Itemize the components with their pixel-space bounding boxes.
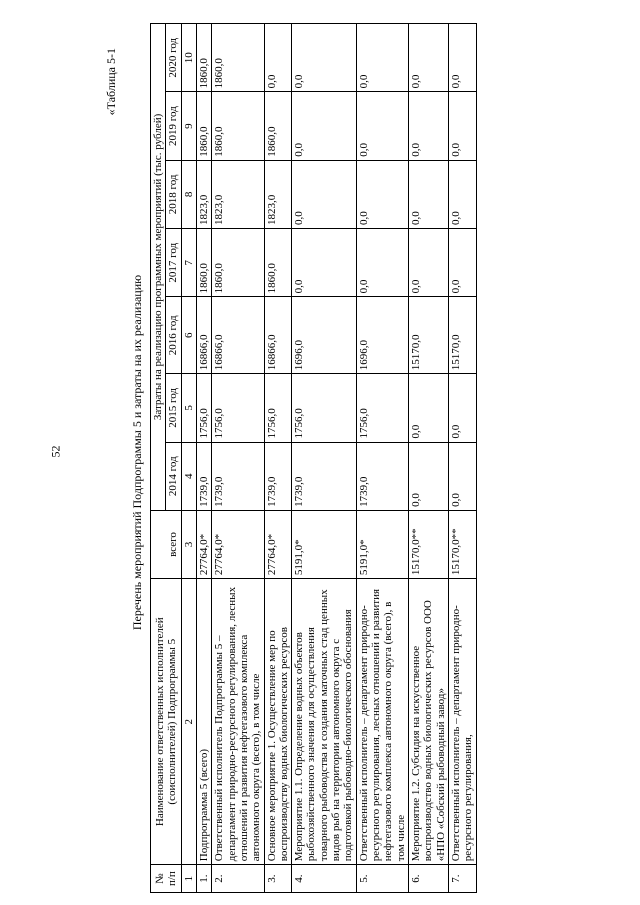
row-value: 1696,0 xyxy=(356,297,408,374)
table-row xyxy=(292,24,357,893)
row-value: 16866,0 xyxy=(196,297,211,374)
header-total: всего xyxy=(151,510,182,578)
row-value: 0,0 xyxy=(408,24,448,92)
row-value: 1860,0 xyxy=(264,92,292,160)
row-total: 15170,0** xyxy=(448,510,476,578)
column-number: 9 xyxy=(181,92,196,160)
row-value: 0,0 xyxy=(408,374,448,442)
row-value: 1860,0 xyxy=(212,229,264,297)
row-value: 1739,0 xyxy=(196,442,211,510)
row-total: 5191,0* xyxy=(356,510,408,578)
row-value: 1860,0 xyxy=(264,229,292,297)
row-number: 2. xyxy=(212,865,264,893)
row-value: 0,0 xyxy=(408,442,448,510)
row-name: Ответственный исполнитель – департамент природно-ресурсного регулирования, лесных отношений и развития нефтегазового комплекса автономного округа (всего), в том числе xyxy=(356,579,408,865)
header-row-top xyxy=(151,24,166,893)
table-row xyxy=(264,24,292,893)
row-value: 0,0 xyxy=(448,92,476,160)
row-value: 1860,0 xyxy=(196,229,211,297)
row-value: 15170,0 xyxy=(448,297,476,374)
column-number: 6 xyxy=(181,297,196,374)
row-name: Ответственный исполнитель – департамент природно-ресурсного регулирования, xyxy=(448,579,476,865)
row-value: 1696,0 xyxy=(292,297,357,374)
row-value: 1739,0 xyxy=(292,442,357,510)
column-number: 8 xyxy=(181,160,196,228)
row-number: 1. xyxy=(196,865,211,893)
row-total: 15170,0** xyxy=(408,510,448,578)
row-number: 4. xyxy=(292,865,357,893)
table-label: «Таблица 5-1 xyxy=(104,48,118,116)
row-value: 1823,0 xyxy=(196,160,211,228)
header-row-numbers xyxy=(181,24,196,893)
row-name: Мероприятие 1.2. Субсидия на искусственное воспроизводство водных биологических ресурсов ООО «НПО «Собский рыбоводный завод» xyxy=(408,579,448,865)
row-value: 16866,0 xyxy=(212,297,264,374)
row-value: 15170,0 xyxy=(408,297,448,374)
header-year: 2020 год xyxy=(166,24,181,92)
row-name: Ответственный исполнитель Подпрограммы 5 – департамент природно-ресурсного регулирования, лесных отношений и развития нефтегазового комплекса автономного округа (всего), в том числе xyxy=(212,579,264,865)
row-number: 3. xyxy=(264,865,292,893)
row-value: 0,0 xyxy=(292,24,357,92)
row-name: Мероприятие 1.1. Определение водных объектов рыбохозяйственного значения для осуществления товарного рыбоводства и создания маточных стад ценных видов рыб на территории автономного округа с подготовкой рыбоводно-биологического обоснования xyxy=(292,579,357,865)
row-value: 0,0 xyxy=(292,92,357,160)
row-value: 1756,0 xyxy=(212,374,264,442)
column-number: 1 xyxy=(181,865,196,893)
row-number: 5. xyxy=(356,865,408,893)
table-row xyxy=(212,24,264,893)
row-value: 1739,0 xyxy=(356,442,408,510)
row-value: 1739,0 xyxy=(212,442,264,510)
table-row xyxy=(448,24,476,893)
header-year: 2015 год xyxy=(166,374,181,442)
row-number: 6. xyxy=(408,865,448,893)
page-number: 52 xyxy=(48,445,63,458)
row-total: 27764,0* xyxy=(196,510,211,578)
row-number: 7. xyxy=(448,865,476,893)
row-value: 0,0 xyxy=(408,160,448,228)
row-value: 0,0 xyxy=(356,160,408,228)
row-value: 1860,0 xyxy=(196,24,211,92)
row-total: 5191,0* xyxy=(292,510,357,578)
table-row xyxy=(196,24,211,893)
row-value: 1756,0 xyxy=(264,374,292,442)
row-value: 0,0 xyxy=(264,24,292,92)
header-no: № п/п xyxy=(151,865,182,893)
row-value: 0,0 xyxy=(448,160,476,228)
row-total: 27764,0* xyxy=(264,510,292,578)
table-row xyxy=(408,24,448,893)
row-value: 1860,0 xyxy=(196,92,211,160)
row-value: 0,0 xyxy=(408,229,448,297)
row-value: 1823,0 xyxy=(264,160,292,228)
row-value: 0,0 xyxy=(448,374,476,442)
row-value: 0,0 xyxy=(356,24,408,92)
header-year: 2017 год xyxy=(166,229,181,297)
row-value: 1860,0 xyxy=(212,92,264,160)
column-number: 4 xyxy=(181,442,196,510)
column-number: 7 xyxy=(181,229,196,297)
row-value: 16866,0 xyxy=(264,297,292,374)
table-row xyxy=(356,24,408,893)
row-value: 0,0 xyxy=(292,160,357,228)
column-number: 2 xyxy=(181,579,196,865)
column-number: 5 xyxy=(181,374,196,442)
row-value: 1739,0 xyxy=(264,442,292,510)
row-name: Подпрограмма 5 (всего) xyxy=(196,579,211,865)
row-value: 0,0 xyxy=(292,229,357,297)
costs-table xyxy=(150,23,477,893)
column-number: 10 xyxy=(181,24,196,92)
header-year: 2019 год xyxy=(166,92,181,160)
row-value: 0,0 xyxy=(448,442,476,510)
row-value: 0,0 xyxy=(448,229,476,297)
row-total: 27764,0* xyxy=(212,510,264,578)
row-value: 1756,0 xyxy=(292,374,357,442)
row-value: 0,0 xyxy=(448,24,476,92)
header-year: 2016 год xyxy=(166,297,181,374)
header-year: 2014 год xyxy=(166,442,181,510)
header-name: Наименование ответственных исполнителей (соисполнителей) Подпрограммы 5 xyxy=(151,579,182,865)
row-value: 1756,0 xyxy=(356,374,408,442)
row-value: 0,0 xyxy=(408,92,448,160)
header-costs-group: Затраты на реализацию программных мероприятий (тыс. рублей) xyxy=(151,24,166,511)
row-value: 1756,0 xyxy=(196,374,211,442)
row-value: 1823,0 xyxy=(212,160,264,228)
page-title: Перечень мероприятий Подпрограммы 5 и затраты на их реализацию xyxy=(130,274,144,631)
row-value: 0,0 xyxy=(356,92,408,160)
row-name: Основное мероприятие 1. Осуществление мер по воспроизводству водных биологических ресурсов xyxy=(264,579,292,865)
column-number: 3 xyxy=(181,510,196,578)
row-value: 0,0 xyxy=(356,229,408,297)
row-value: 1860,0 xyxy=(212,24,264,92)
header-year: 2018 год xyxy=(166,160,181,228)
